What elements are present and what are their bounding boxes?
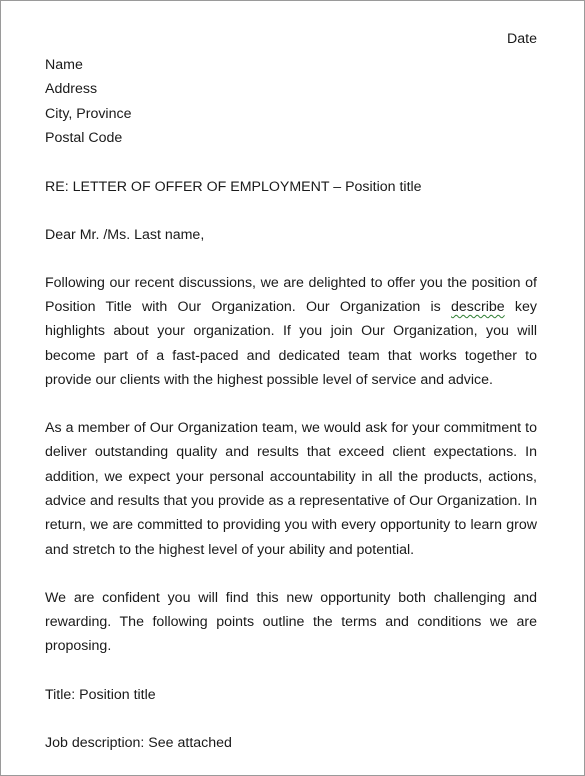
paragraph-offer-text-start: Following our recent discussions, we are delighted to offer you the position of Position Title with Our Organization. Our Organization is (45, 274, 537, 315)
salutation: Dear Mr. /Ms. Last name, (45, 226, 205, 243)
recipient-city-province: City, Province (45, 105, 132, 122)
title-line: Title: Position title (45, 686, 156, 703)
paragraph-offer-text-end: key highlights about your organization. If you join Our Organization, you will become part of a fast-paced and dedicated team that works together to provide our clients with the highest possible level of service and advice. (45, 298, 537, 388)
letter-date: Date (507, 31, 537, 47)
recipient-block (45, 53, 537, 151)
recipient-postal-code: Postal Code (45, 130, 123, 147)
subject-line: RE: LETTER OF OFFER OF EMPLOYMENT – Position title (45, 178, 422, 195)
job-description-line: Job description: See attached (45, 734, 232, 751)
recipient-address: Address (45, 81, 98, 98)
spellcheck-flagged-word[interactable]: describe (451, 298, 505, 315)
paragraph-offer (45, 271, 537, 392)
paragraph-commitment: As a member of Our Organization team, we would ask for your commitment to deliver outstanding quality and results that exceed client expectations. In addition, we expect your personal accountability in all the products, actions, advice and results that you provide as a representative of Our Organization. In return, we are committed to providing you with every opportunity to learn grow and stretch to the highest level of your ability and potential. (45, 420, 537, 558)
letter-body (45, 29, 537, 755)
paragraph-terms-intro: We are confident you will find this new opportunity both challenging and rewarding. The following points outline the terms and conditions we are proposing. (45, 589, 537, 655)
recipient-name: Name (45, 57, 83, 73)
